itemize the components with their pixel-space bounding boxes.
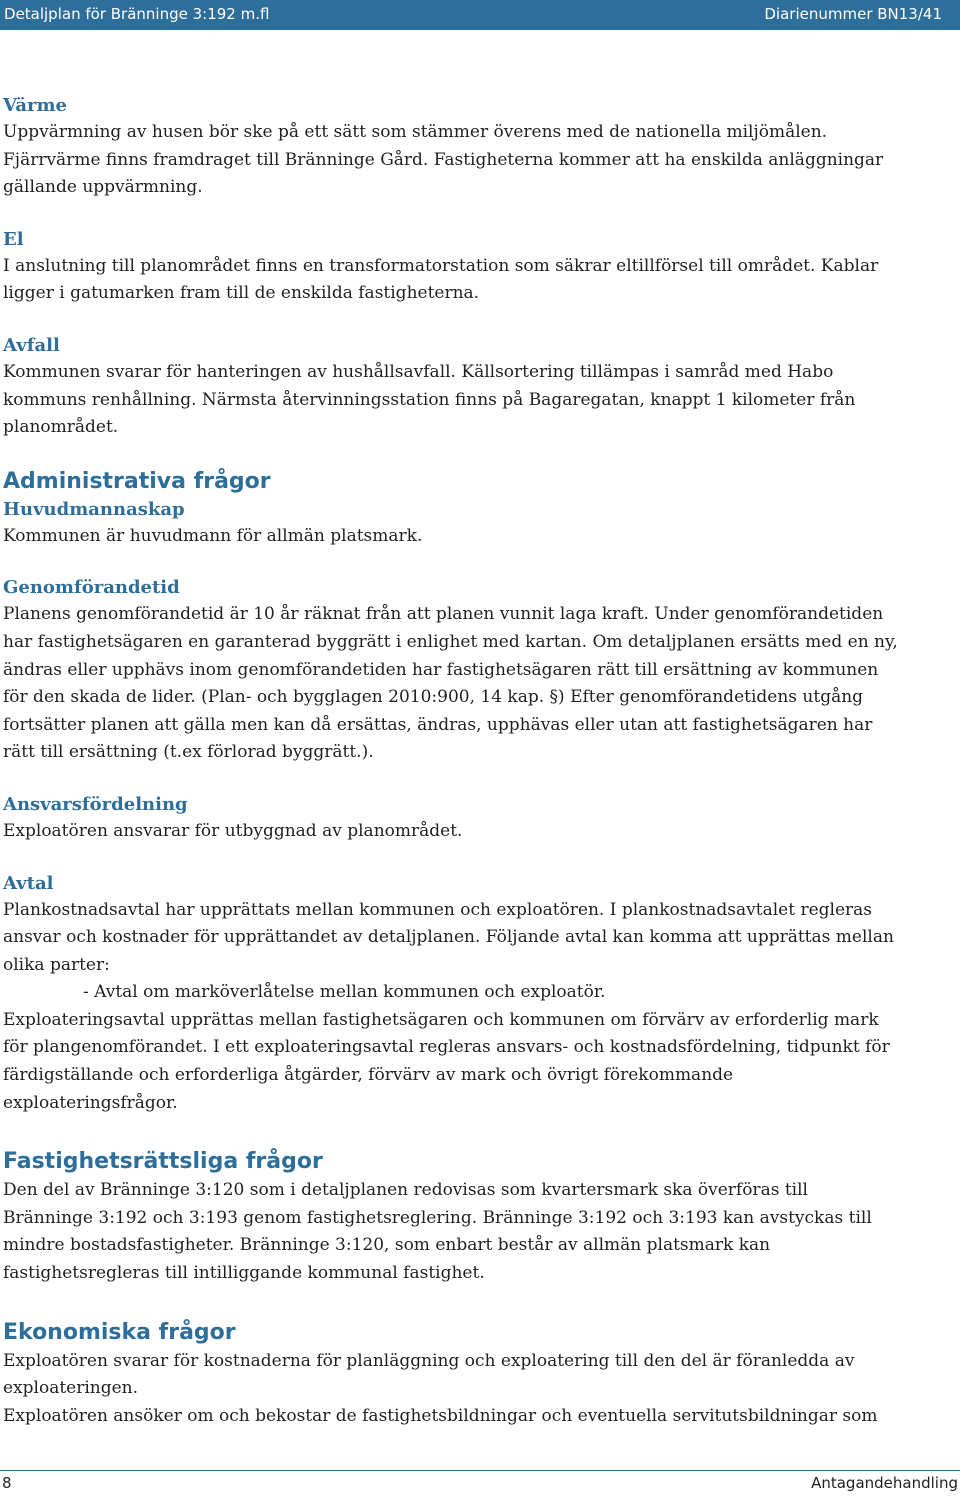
page-footer <box>0 1470 960 1494</box>
paragraph-varme: Uppvärmning av husen bör ske på ett sätt som stämmer överens med de nationella miljömålen. Fjärrvärme finns framdraget till Bränninge Gård. Fastigheterna kommer att ha enskilda anläggningar gällande uppvärmning. <box>3 122 884 198</box>
list-item-avtal: - Avtal om marköverlåtelse mellan kommunen och exploatör. <box>83 982 606 1003</box>
heading-avfall: Avfall <box>3 334 60 356</box>
page-number: 8 <box>2 1474 12 1492</box>
paragraph-ekonomiska-1: Exploatören svarar för kostnaderna för planläggning och exploatering till den del är föranledda av exploateringen. <box>3 1350 855 1399</box>
document-body <box>3 93 898 1430</box>
document-status: Antagandehandling <box>811 1474 958 1492</box>
paragraph-genomforandetid: Planens genomförandetid är 10 år räknat från att planen vunnit laga kraft. Under genomförandetiden har fastighetsägaren en garanterad byggrätt i enlighet med kartan. Om detaljplanen ersätts med en ny, ändras eller upphävs inom genomförandetiden har fastighetsägaren rätt till ersättning av kommunen för den skada de lider. (Plan- och bygglagen 2010:900, 14 kap. §) Efter genomförandetidens utgång fortsätter planen att gälla men kan då ersättas, ändras, upphävas eller utan att fastighetsägaren har rätt till ersättning (t.ex förlorad byggrätt.). <box>3 604 898 763</box>
heading-fastighetsratt: Fastighetsrättsliga frågor <box>3 1149 323 1175</box>
document-reference: Diarienummer BN13/41 <box>764 5 942 23</box>
paragraph-el: I anslutning till planområdet finns en transformatorstation som säkrar eltillförsel till området. Kablar ligger i gatumarken fram till de enskilda fastigheterna. <box>3 255 879 304</box>
paragraph-avfall: Kommunen svarar för hanteringen av hushållsavfall. Källsortering tillämpas i samråd med Habo kommuns renhållning. Närmsta återvinningsstation finns på Bagaregatan, knappt 1 kilometer från planområdet. <box>3 361 856 438</box>
heading-ekonomiska: Ekonomiska frågor <box>3 1319 236 1345</box>
heading-genomforandetid: Genomförandetid <box>3 577 180 599</box>
footer-divider <box>0 1470 960 1471</box>
paragraph-avtal-2: Exploateringsavtal upprättas mellan fastighetsägaren och kommunen om förvärv av erforderlig mark för plangenomförandet. I ett exploateringsavtal regleras ansvars- och kostnadsfördelning, tidpunkt för färdigställande och erforderliga åtgärder, förvärv av mark och övrigt förekommande exploateringsfrågor. <box>3 1009 890 1113</box>
heading-ansvarsfordelning: Ansvarsfördelning <box>3 793 188 815</box>
heading-administrativa: Administrativa frågor <box>3 468 271 494</box>
document-title: Detaljplan för Bränninge 3:192 m.fl <box>4 5 270 23</box>
page-header <box>0 0 960 30</box>
paragraph-ekonomiska-2: Exploatören ansöker om och bekostar de fastighetsbildningar och eventuella servitutsbildningar som <box>3 1405 878 1426</box>
paragraph-ansvarsfordelning: Exploatören ansvarar för utbyggnad av planområdet. <box>3 820 463 841</box>
heading-varme: Värme <box>3 95 67 116</box>
heading-huvudmannaskap: Huvudmannaskap <box>3 498 185 520</box>
heading-avtal: Avtal <box>3 872 54 894</box>
paragraph-avtal-1: Plankostnadsavtal har upprättats mellan kommunen och exploatören. I plankostnadsavtalet regleras ansvar och kostnader för upprättandet av detaljplanen. Följande avtal kan komma att upprättas mellan olika parter: <box>3 899 894 975</box>
paragraph-fastighetsratt: Den del av Bränninge 3:120 som i detaljplanen redovisas som kvartersmark ska överföras till Bränninge 3:192 och 3:193 genom fastighetsreglering. Bränninge 3:192 och 3:193 kan avstyckas till mindre bostadsfastigheter. Bränninge 3:120, som enbart består av allmän platsmark kan fastighetsregleras till intilliggande kommunal fastighet. <box>3 1180 872 1284</box>
paragraph-huvudmannaskap: Kommunen är huvudmann för allmän platsmark. <box>3 525 423 546</box>
heading-el: El <box>3 228 24 250</box>
